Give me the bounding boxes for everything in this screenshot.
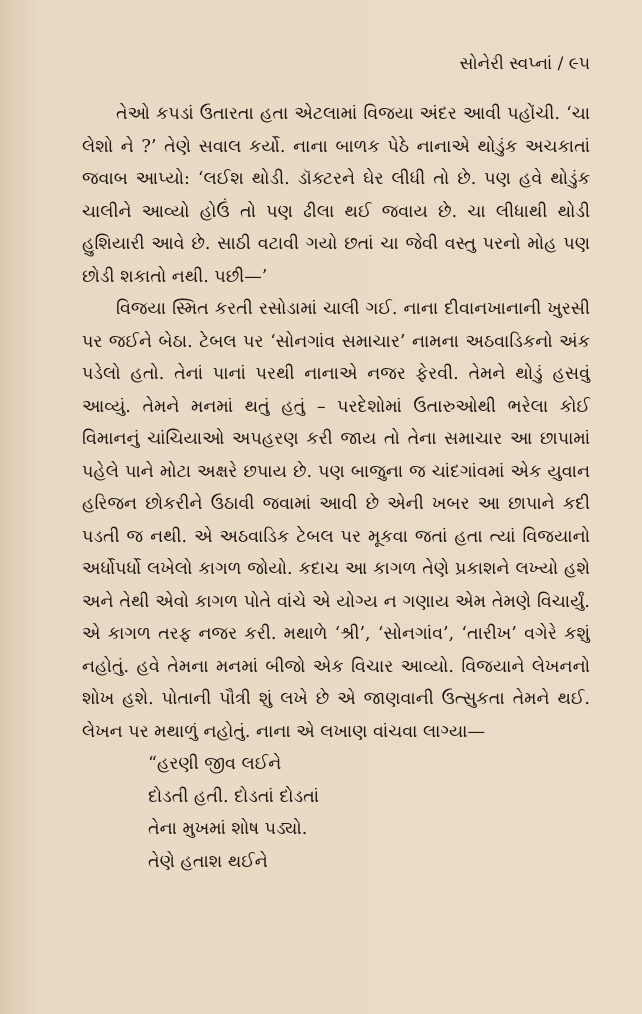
running-header: સોનેરી સ્વપ્નાં / ૯૫ [459,54,590,74]
quoted-verse: “હરણી જીવ લઈને દોડતી હતી. દોડતાં દોડતાં તેના મુખમાં શોષ પડ્યો. તેણે હતાશ થઈને [148,754,319,872]
body-paragraph-1: તેઓ કપડાં ઉતારતા હતા એટલામાં વિજયા અંદર આવી પહોંચી. ‘ચા લેશો ને ?’ તેણે સવાલ કર્યો. નાના બાળક પેઠે નાનાએ થોડુંક અચકાતાં જવાબ આપ્યો: ‘લઈશ થોડી. ડૉક્ટરને ઘેર લીધી તો છે. પણ હવે થોડુંક ચાલીને આવ્યો હોઉં તો પણ ઢીલા થઈ જવાય છે. ચા લીધાથી થોડી હુશિયારી આવે છે. સાઠી વટાવી ગયો છતાં ચા જેવી વસ્તુ પરનો મોહ પણ છોડી શકાતો નથી. પછી—’ [82,104,590,287]
body-paragraph-2: વિજયા સ્મિત કરતી રસોડામાં ચાલી ગઈ. નાના દીવાનખાનાની ખુરસી પર જઈને બેઠા. ટેબલ પર ‘સોનગાંવ સમાચાર’ નામના અઠવાડિકનો અંક પડેલો હતો. તેનાં પાનાં પરથી નાનાએ નજર ફેરવી. તેમને થોડું હસવું આવ્યું. તેમને મનમાં થતું હતું – પરદેશોમાં ઉતારુઓથી ભરેલા કોઈ વિમાનનું ચાંચિયાઓ અપહરણ કરી જાય તો તેના સમાચાર આ છાપામાં પહેલે પાને મોટા અક્ષરે છપાય છે. પણ બાજુના જ ચાંદગાંવમાં એક યુવાન હરિજન છોકરીને ઉઠાવી જવામાં આવી છે એની ખબર આ છાપાને કદી પડતી જ નથી. એ અઠવાડિક ટેબલ પર મૂકવા જતાં હતા ત્યાં વિજયાનો અર્ધોપર્ધો લખેલો કાગળ જોયો. કદાચ આ કાગળ તેણે પ્રકાશને લખ્યો હશે અને તેથી એવો કાગળ પોતે વાંચે એ યોગ્ય ન ગણાય એમ તેમણે વિચાર્યું. એ કાગળ તરફ નજર કરી. મથાળે ‘શ્રી’, ‘સોનગાંવ’, ‘તારીખ’ વગેરે કશું નહોતું. હવે તેમના મનમાં બીજો એક વિચાર આવ્યો. વિજયાને લેખનનો શોખ હશે. પોતાની પૌત્રી શું લખે છે એ જાણવાની ઉત્સુકતા તેમને થઈ. લેખન પર મથાળું નહોતું. નાના એ લખાણ વાંચવા લાગ્યા— [82,299,590,742]
